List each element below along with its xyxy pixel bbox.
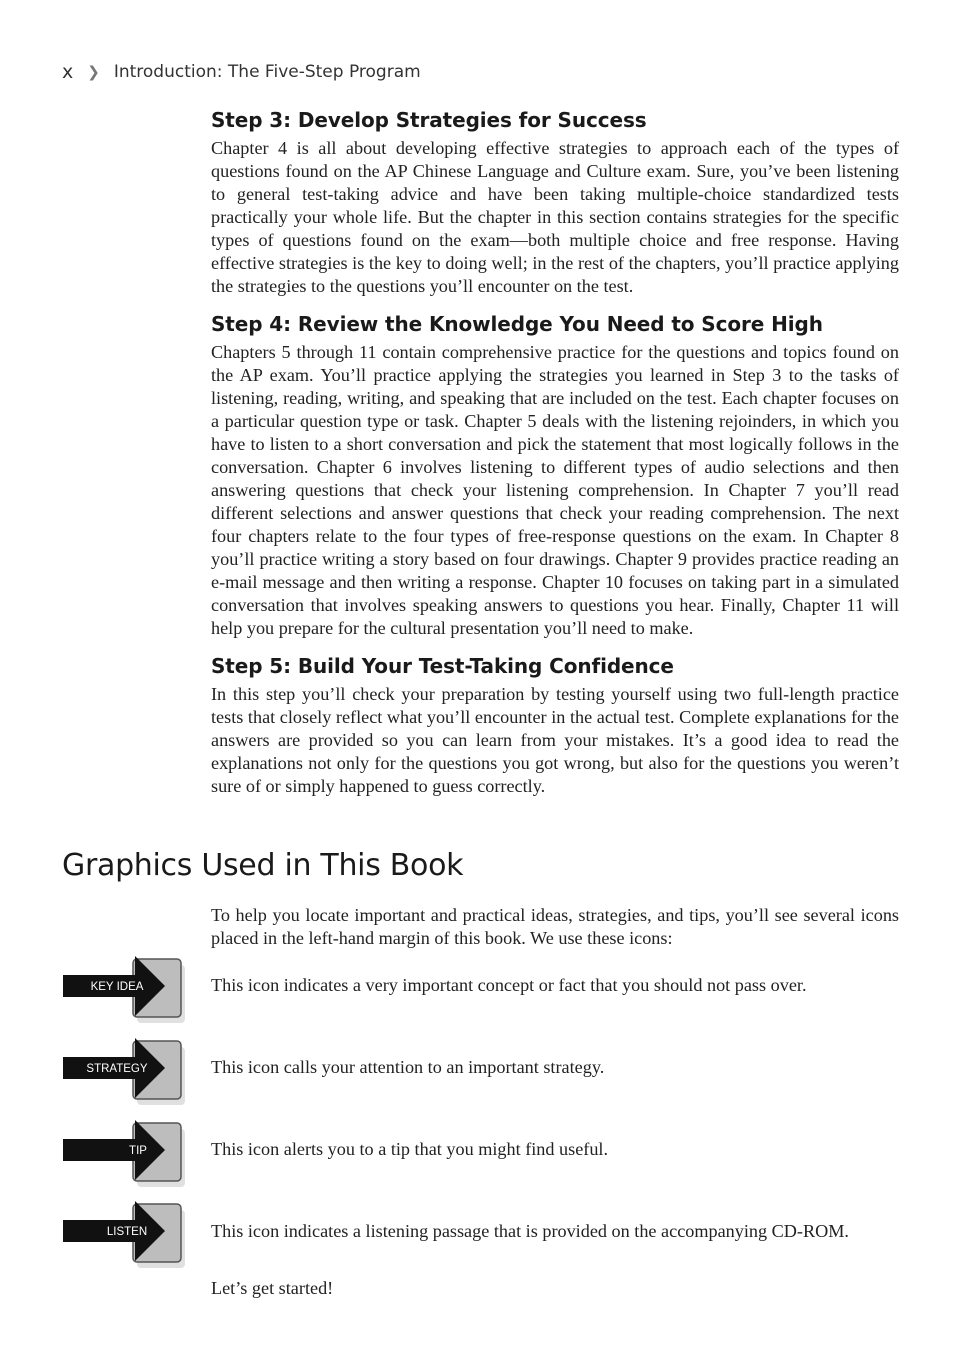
graphics-section-heading: Graphics Used in This Book	[62, 848, 464, 883]
icon-row-key-idea	[0, 955, 960, 1035]
icon-row-listen	[0, 1200, 960, 1280]
strategy-label: STRATEGY	[86, 1063, 148, 1075]
icon-row-strategy	[0, 1037, 960, 1117]
closing-line: Let’s get started!	[211, 1278, 334, 1298]
icon-row-tip	[0, 1119, 960, 1199]
page-number: x	[62, 61, 74, 83]
tip-description: This icon alerts you to a tip that you might find useful.	[211, 1139, 609, 1159]
key-idea-description: This icon indicates a very important concept or fact that you should not pass over.	[211, 975, 807, 995]
step-4-heading: Step 4: Review the Knowledge You Need to Score High	[211, 312, 823, 336]
tip-icon	[55, 1119, 190, 1197]
key-idea-label: KEY IDEA	[90, 981, 144, 993]
tip-label: TIP	[129, 1145, 147, 1157]
step-5-heading: Step 5: Build Your Test-Taking Confidence	[211, 654, 674, 678]
key-idea-icon	[55, 955, 190, 1033]
strategy-icon	[55, 1037, 190, 1115]
running-head	[62, 61, 421, 83]
step-3-heading: Step 3: Develop Strategies for Success	[211, 108, 647, 132]
listen-icon	[55, 1200, 190, 1278]
step-3-body: Chapter 4 is all about developing effective strategies to approach each of the types of questions found on the AP Chinese Language and Culture exam. Sure, you’ve been listening to general test-taking advice and have been taking multiple-choice standardized tests practically your whole life. But the chapter in this section contains strategies for the specific types of questions found on the exam—both multiple choice and free response. Having effective strategies is the key to doing well; in the rest of the chapters, you’ll practice applying the strategies to the questions you’ll encounter on the test.	[211, 138, 899, 296]
chevron-right-icon: ❯	[87, 63, 100, 81]
listen-label: LISTEN	[106, 1226, 148, 1238]
graphics-intro: To help you locate important and practical ideas, strategies, and tips, you’ll see several icons placed in the left-hand margin of this book. We use these icons:	[211, 905, 899, 948]
step-4-body: Chapters 5 through 11 contain comprehensive practice for the questions and topics found on the AP exam. You’ll practice applying the strategies you learned in Step 3 to the tasks of listening, reading, writing, and speaking that are included on the test. Each chapter focuses on a particular question type or task. Chapter 5 deals with the listening rejoinders, in which you have to listen to a short conversation and pick the statement that most logically follows in the conversation. Chapter 6 involves listening to different types of audio selections and then answering questions that check your listening comprehension. In Chapter 7 you’ll read different selections and answer questions that check your reading comprehension. The next four chapters relate to the four types of free-response questions on the exam. In Chapter 8 you’ll practice writing a story based on four drawings. Chapter 9 provides practice reading an e-mail message and then writing a response. Chapter 10 focuses on taking part in a simulated conversation that involves speaking answers to questions you hear. Finally, Chapter 11 will help you prepare for the cultural presentation you’ll need to make.	[211, 342, 899, 638]
step-5-body: In this step you’ll check your preparation by testing yourself using two full-length practice tests that closely reflect what you’ll encounter in the actual test. Complete explanations for the answers are provided so you can learn from your mistakes. It’s a good idea to read the explanations not only for the questions you got wrong, but also for the questions you weren’t sure of or simply happened to guess correctly.	[211, 684, 899, 796]
listen-description: This icon indicates a listening passage that is provided on the accompanying CD-ROM.	[211, 1221, 849, 1241]
steps-section	[211, 108, 899, 812]
running-head-title: Introduction: The Five-Step Program	[113, 62, 421, 82]
strategy-description: This icon calls your attention to an important strategy.	[211, 1057, 605, 1077]
